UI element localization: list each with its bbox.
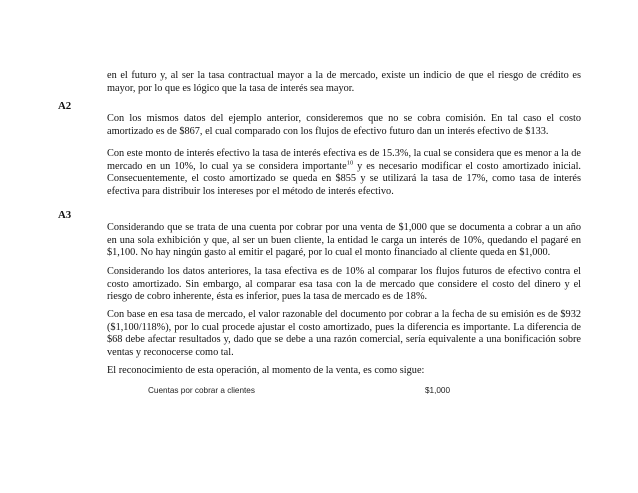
journal-entry-account: Cuentas por cobrar a clientes: [148, 386, 255, 395]
section-label-a3: A3: [58, 209, 72, 221]
paragraph-a3-valor-razonable: Con base en esa tasa de mercado, el valor razonable del documento por cobrar a la fecha de su emisión es de $932 ($1,100/118%), por lo cual procede ajustar el costo amortizado, pues la diferencia es importante. La diferencia de $68 debe afectar resultados y, dado que se debe a una razón comercial, sería equivalente a una bonificación sobre ventas y reconocerse como tal.: [107, 309, 581, 358]
paragraph-a3-tasa-efectiva: Considerando los datos anteriores, la tasa efectiva es de 10% al comparar los flujos futuros de efectivo contra el costo amortizado. Sin embargo, al comparar esa tasa con la de mercado que considere el costo del dinero y el riesgo de cobro inherente, ésta es inferior, pues la tasa de mercado es de 18%.: [107, 266, 581, 303]
paragraph-a2-tasa-part2: y es necesario modificar el costo amortizado inicial. Consecuentemente, el costo amortizado se queda en $855 y se utilizará la tasa de 17%, como tasa de interés efectiva para distribuir los intereses por el método de interés efectivo.: [107, 160, 581, 197]
paragraph-a2-tasa-part1: Con este monto de interés efectivo la tasa de interés efectiva es de 15.3%, la cual se considera que es menor a la de mercado en un 10%, lo cual ya se considera importante: [107, 148, 581, 172]
paragraph-intro: en el futuro y, al ser la tasa contractual mayor a la de mercado, existe un indicio de que el riesgo de crédito es mayor, por lo que es lógico que la tasa de interés sea mayor.: [107, 70, 581, 94]
paragraph-a2-costo: Con los mismos datos del ejemplo anterior, consideremos que no se cobra comisión. En tal caso el costo amortizado es de $867, el cual comparado con los flujos de efectivo futuro dan un interés efectivo de $133.: [107, 113, 581, 137]
paragraph-a3-venta: Considerando que se trata de una cuenta por cobrar por una venta de $1,000 que se documenta a cobrar a un año en una sola exhibición y que, al ser un buen cliente, la entidad le carga un interés de 10%, quedando el pagaré en $1,100. No hay ningún gasto al emitir el pagaré, por lo cual el monto financiado al cliente queda en $1,000.: [107, 222, 581, 259]
footnote-marker: 10: [346, 159, 354, 167]
paragraph-a2-tasa: [107, 148, 581, 198]
journal-entry-amount: $1,000: [425, 386, 451, 395]
paragraph-a3-reconocimiento: El reconocimiento de esta operación, al momento de la venta, es como sigue:: [107, 365, 425, 376]
section-label-a2: A2: [58, 100, 72, 112]
